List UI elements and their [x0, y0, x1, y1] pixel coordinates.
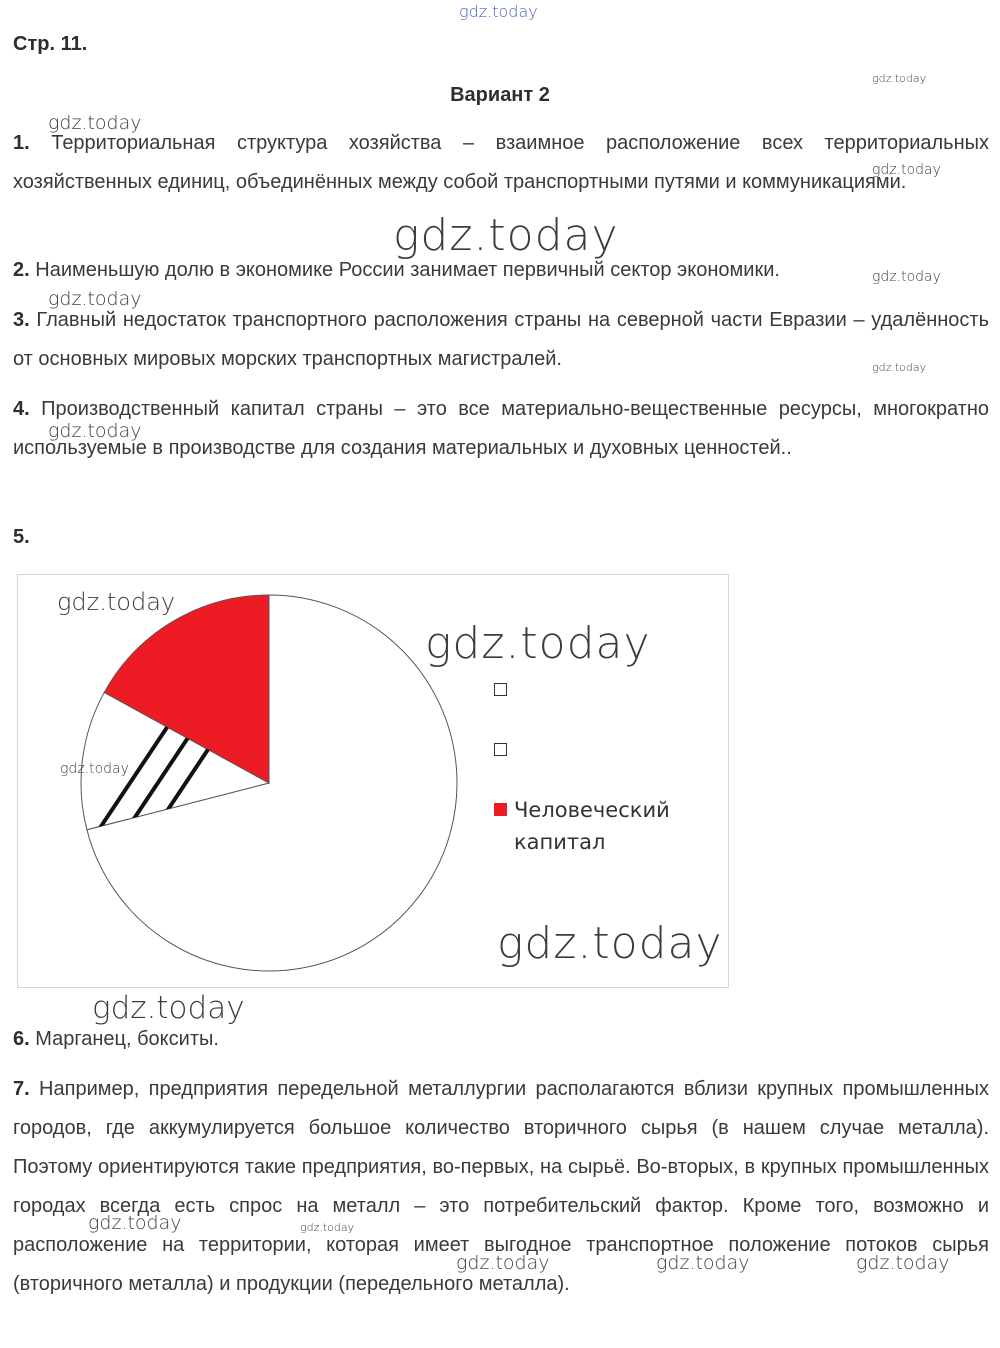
watermark: gdz.today — [872, 162, 941, 178]
answer-1-number: 1. — [13, 132, 30, 154]
answer-2-text: Наименьшую долю в экономике России занимает первичный сектор экономики. — [35, 259, 780, 281]
watermark: gdz.today — [88, 1212, 182, 1234]
watermark: gdz.today — [393, 210, 619, 261]
watermark: gdz.today — [656, 1252, 750, 1274]
watermark: gdz.today — [48, 288, 142, 310]
watermark: gdz.today — [60, 761, 129, 777]
watermark: gdz.today — [872, 72, 927, 85]
answer-2-number: 2. — [13, 259, 30, 281]
answer-1-text: Территориальная структура хозяйства – взаимное расположение всех территориальных хозяйственных единиц, объединённых между собой транспортными путями и коммуникациями. — [13, 132, 989, 193]
answer-3-number: 3. — [13, 309, 30, 331]
watermark: gdz.today — [92, 990, 245, 1026]
page-label: Стр. 11. — [13, 33, 88, 55]
legend-swatch-2 — [494, 743, 507, 756]
watermark: gdz.today — [425, 618, 651, 669]
watermark-top: gdz.today — [459, 2, 538, 21]
legend-swatch-3 — [494, 803, 507, 816]
answer-6-text: Марганец, бокситы. — [35, 1028, 219, 1050]
watermark: gdz.today — [856, 1252, 950, 1274]
answer-6-number: 6. — [13, 1028, 30, 1050]
watermark: gdz.today — [456, 1252, 550, 1274]
answer-4-text: Производственный капитал страны – это все материально-вещественные ресурсы, многократно используемые в производстве для создания материальных и духовных ценностей.. — [13, 398, 990, 459]
legend-label-3: Человеческий капитал — [514, 798, 670, 854]
answer-4 — [13, 390, 989, 468]
watermark: gdz.today — [48, 420, 142, 442]
variant-title: Вариант 2 — [450, 84, 550, 106]
watermark: gdz.today — [57, 588, 176, 616]
watermark: gdz.today — [300, 1221, 355, 1234]
watermark: gdz.today — [48, 112, 142, 134]
legend-swatch-1 — [494, 683, 507, 696]
answer-4-number: 4. — [13, 398, 30, 420]
watermark: gdz.today — [872, 361, 927, 374]
answer-3 — [13, 301, 989, 379]
answer-3-text: Главный недостаток транспортного расположения страны на северной части Евразии – удалённость от основных мировых морских транспортных магистралей. — [13, 309, 989, 370]
answer-5-number: 5. — [13, 526, 30, 548]
answer-7-text: Например, предприятия передельной металлургии располагаются вблизи крупных промышленных городов, где аккумулируется большое количество вторичного сырья (в нашем случае металла). Поэтому ориентируются такие предприятия, во-первых, на сырьё. Во-вторых, в крупных промышленных городах всегда есть спрос на металл – это потребительский фактор. Кроме того, возможно и расположение на территории, которая имеет выгодное транспортное положение потоков сырья (вторичного металла) и продукции (передельного металла). — [13, 1078, 989, 1295]
watermark: gdz.today — [872, 269, 941, 285]
answer-7-number: 7. — [13, 1078, 30, 1100]
answer-1 — [13, 124, 989, 202]
watermark: gdz.today — [497, 918, 723, 969]
